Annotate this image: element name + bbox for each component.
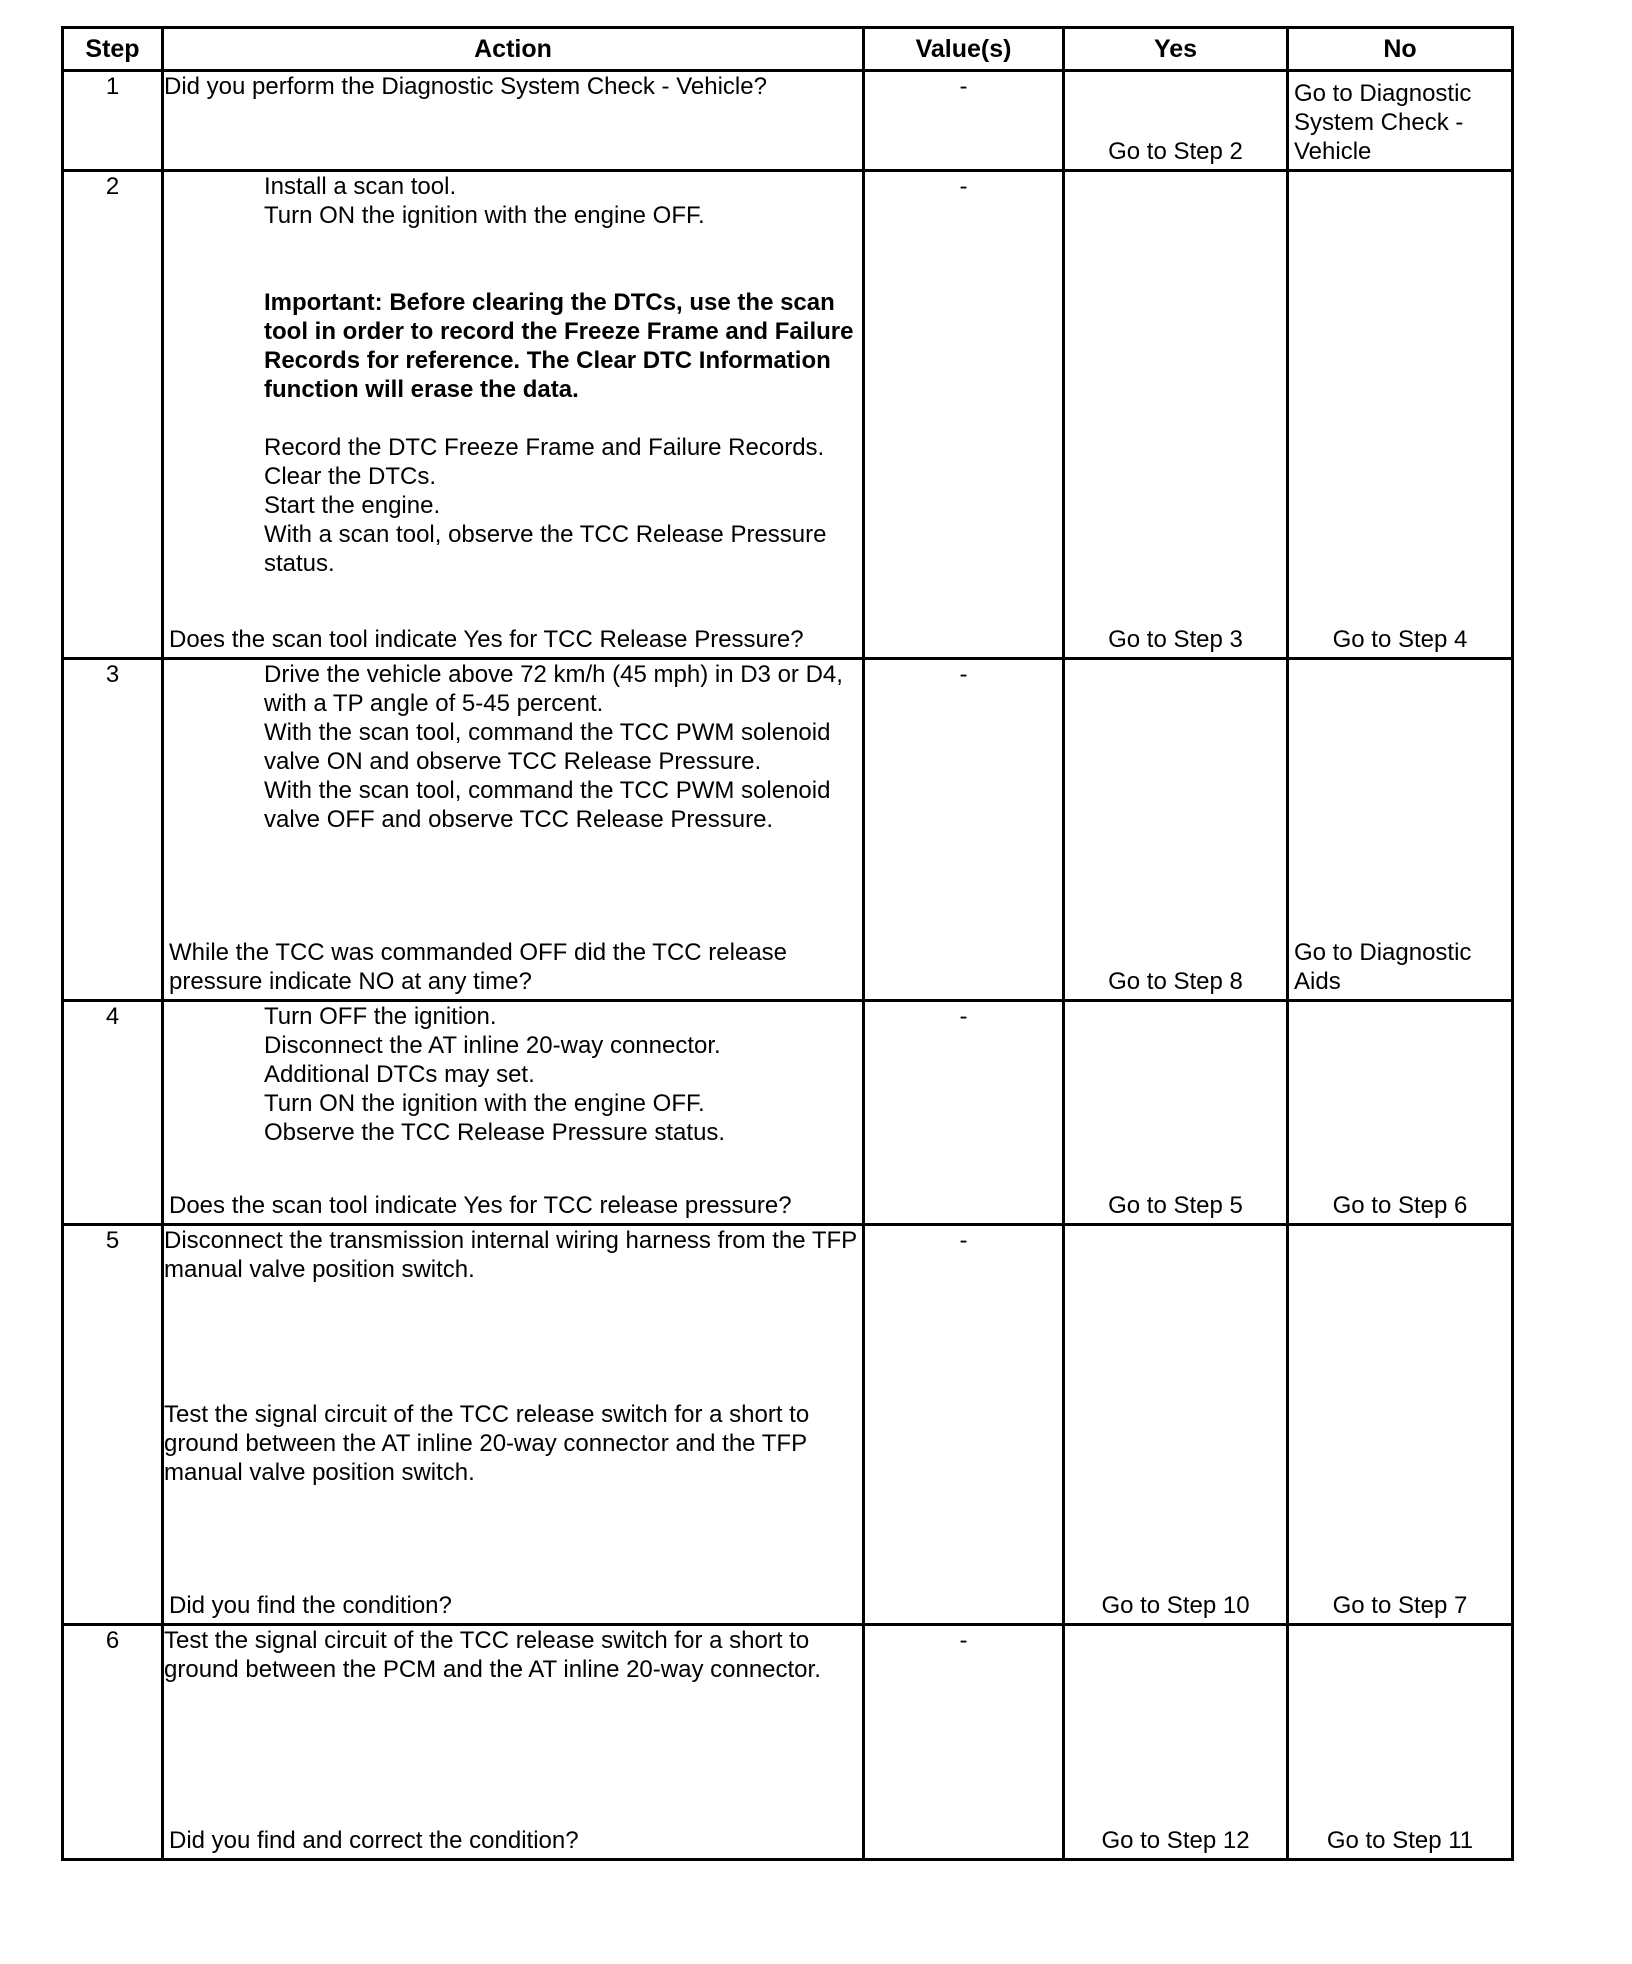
table-row xyxy=(63,71,1513,171)
yes-cell xyxy=(1064,1225,1288,1625)
action-line: Observe the TCC Release Pressure status. xyxy=(264,1119,726,1146)
table-row xyxy=(63,171,1513,659)
header-action: Action xyxy=(163,28,864,71)
no-answer: Go to Step 6 xyxy=(1332,1192,1468,1219)
action-paragraph: Disconnect the transmission internal wiring harness from the TFP manual valve position switch. xyxy=(164,1227,857,1283)
action-line: Disconnect the AT inline 20-way connector. xyxy=(264,1032,721,1059)
action-question: Does the scan tool indicate Yes for TCC Release Pressure? xyxy=(169,626,804,653)
header-row xyxy=(63,28,1513,71)
action-question: Does the scan tool indicate Yes for TCC release pressure? xyxy=(169,1192,792,1219)
value-cell: - xyxy=(864,71,1064,171)
no-answer: Go to Step 11 xyxy=(1326,1827,1474,1854)
value-cell: - xyxy=(864,1225,1064,1625)
action-cell xyxy=(163,1625,864,1860)
yes-cell xyxy=(1064,659,1288,1001)
yes-cell xyxy=(1064,1001,1288,1225)
action-question: Did you perform the Diagnostic System Check - Vehicle? xyxy=(164,73,767,100)
header-no: No xyxy=(1288,28,1513,71)
yes-cell xyxy=(1064,171,1288,659)
action-line: Turn ON the ignition with the engine OFF. xyxy=(264,202,705,229)
action-cell xyxy=(163,1001,864,1225)
action-line: Record the DTC Freeze Frame and Failure Records. xyxy=(264,434,825,461)
table-row xyxy=(63,1001,1513,1225)
yes-answer: Go to Step 5 xyxy=(1108,1192,1243,1219)
yes-answer: Go to Step 3 xyxy=(1108,626,1243,653)
header-step: Step xyxy=(63,28,163,71)
step-number: 1 xyxy=(63,71,163,171)
header-yes: Yes xyxy=(1064,28,1288,71)
value-cell: - xyxy=(864,1625,1064,1860)
table-row xyxy=(63,659,1513,1001)
no-cell xyxy=(1288,171,1513,659)
value-cell: - xyxy=(864,659,1064,1001)
diagnostic-table xyxy=(61,26,1514,1861)
action-cell xyxy=(163,171,864,659)
step-number: 3 xyxy=(63,659,163,1001)
yes-answer: Go to Step 8 xyxy=(1108,968,1243,995)
table-row xyxy=(63,1225,1513,1625)
action-cell xyxy=(163,1225,864,1625)
action-line: With a scan tool, observe the TCC Release Pressure status. xyxy=(264,521,827,577)
action-question: Did you find the condition? xyxy=(169,1592,452,1619)
table-row xyxy=(63,1625,1513,1860)
action-line: Start the engine. xyxy=(264,492,441,519)
action-line: Drive the vehicle above 72 km/h (45 mph) in D3 or D4, with a TP angle of 5-45 percent. xyxy=(264,661,843,717)
no-answer: Go to Step 7 xyxy=(1332,1592,1468,1619)
action-line: Additional DTCs may set. xyxy=(264,1061,535,1088)
value-cell: - xyxy=(864,171,1064,659)
action-line: With the scan tool, command the TCC PWM solenoid valve OFF and observe TCC Release Pressure. xyxy=(264,777,831,833)
action-line: Clear the DTCs. xyxy=(264,463,437,490)
no-cell xyxy=(1288,1225,1513,1625)
yes-answer: Go to Step 2 xyxy=(1108,138,1243,165)
step-number: 2 xyxy=(63,171,163,659)
no-cell xyxy=(1288,1001,1513,1225)
action-cell xyxy=(163,71,864,171)
action-question: Did you find and correct the condition? xyxy=(169,1827,579,1854)
yes-cell xyxy=(1064,71,1288,171)
no-answer: Go to Step 4 xyxy=(1332,626,1468,653)
header-values: Value(s) xyxy=(864,28,1064,71)
step-number: 6 xyxy=(63,1625,163,1860)
yes-cell xyxy=(1064,1625,1288,1860)
no-cell xyxy=(1288,659,1513,1001)
action-cell xyxy=(163,659,864,1001)
yes-answer: Go to Step 10 xyxy=(1101,1592,1250,1619)
no-cell xyxy=(1288,1625,1513,1860)
action-paragraph: Test the signal circuit of the TCC release switch for a short to ground between the PCM and the AT inline 20-way connector. xyxy=(164,1627,821,1683)
action-line: Turn OFF the ignition. xyxy=(264,1003,497,1030)
step-number: 5 xyxy=(63,1225,163,1625)
action-paragraph: Test the signal circuit of the TCC release switch for a short to ground between the AT inline 20-way connector and the TFP manual valve position switch. xyxy=(164,1401,810,1486)
no-answer: Go to Diagnostic Aids xyxy=(1294,939,1472,995)
no-answer: Go to Diagnostic System Check - Vehicle xyxy=(1294,80,1472,165)
action-line: Install a scan tool. xyxy=(264,173,457,200)
no-cell xyxy=(1288,71,1513,171)
action-question: While the TCC was commanded OFF did the TCC release pressure indicate NO at any time? xyxy=(169,939,788,995)
step-number: 4 xyxy=(63,1001,163,1225)
action-line: Turn ON the ignition with the engine OFF. xyxy=(264,1090,705,1117)
important-note: Important: Before clearing the DTCs, use the scan tool in order to record the Freeze Frame and Failure Records for reference. The Clear DTC Information function will erase the data. xyxy=(264,289,854,403)
value-cell: - xyxy=(864,1001,1064,1225)
yes-answer: Go to Step 12 xyxy=(1101,1827,1250,1854)
action-line: With the scan tool, command the TCC PWM solenoid valve ON and observe TCC Release Pressure. xyxy=(264,719,831,775)
